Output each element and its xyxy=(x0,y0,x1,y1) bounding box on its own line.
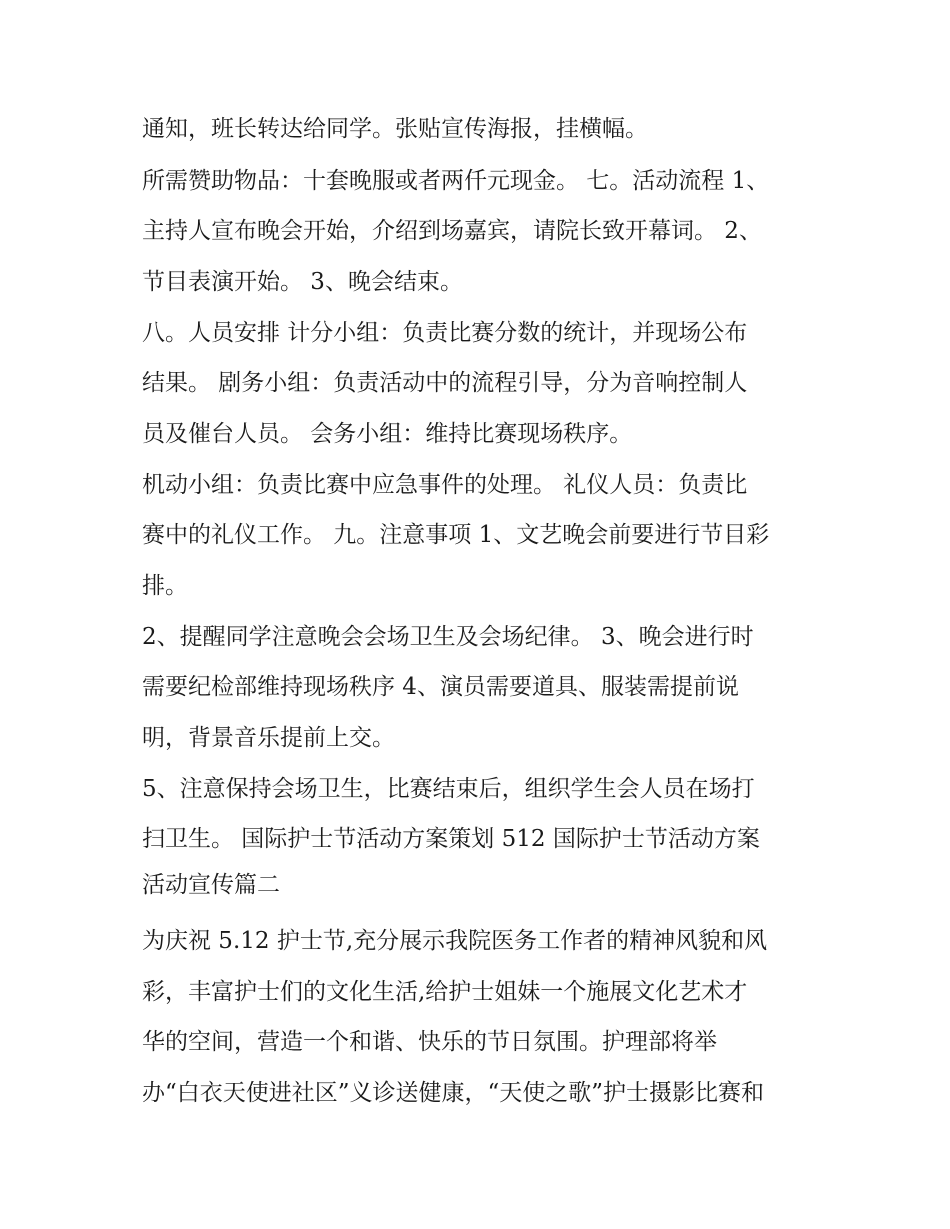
text-line: 通知，班长转达给同学。张贴宣传海报，挂横幅。 xyxy=(142,116,648,142)
text-line: 主持人宣布晚会开始，介绍到场嘉宾，请院长致开幕词。 2、 xyxy=(142,218,762,244)
text-line: 办“白衣天使进社区”义诊送健康，“天使之歌”护士摄影比赛和 xyxy=(142,1080,765,1106)
text-line: 5、注意保持会场卫生，比赛结束后，组织学生会人员在场打 xyxy=(142,776,755,802)
text-line: 彩，丰富护士们的文化生活,给护士姐妹一个施展文化艺术才 xyxy=(142,979,748,1005)
section-heading: 活动宣传篇二 xyxy=(142,872,280,898)
text-line: 华的空间，营造一个和谐、快乐的节日氛围。护理部将举 xyxy=(142,1029,717,1055)
text-line: 2、提醒同学注意晚会会场卫生及会场纪律。 3、晚会进行时 xyxy=(142,624,754,650)
text-line: 所需赞助物品：十套晚服或者两仟元现金。 七。活动流程 1、 xyxy=(142,168,770,194)
text-line: 员及催台人员。 会务小组：维持比赛现场秩序。 xyxy=(142,421,633,447)
text-line: 八。人员安排 计分小组：负责比赛分数的统计，并现场公布 xyxy=(142,320,748,346)
text-line: 赛中的礼仪工作。 九。注意事项 1、文艺晚会前要进行节目彩 xyxy=(142,522,770,548)
text-line: 明，背景音乐提前上交。 xyxy=(142,725,395,751)
text-line: 为庆祝 5.12 护士节,充分展示我院医务工作者的精神风貌和风 xyxy=(142,928,768,954)
text-line: 结果。 剧务小组：负责活动中的流程引导，分为音响控制人 xyxy=(142,370,748,396)
text-line: 排。 xyxy=(142,573,188,599)
text-line: 节目表演开始。 3、晚会结束。 xyxy=(142,269,463,295)
text-line: 机动小组：负责比赛中应急事件的处理。 礼仪人员：负责比 xyxy=(142,472,748,498)
text-line: 需要纪检部维持现场秩序 4、演员需要道具、服装需提前说 xyxy=(142,674,739,700)
text-line: 扫卫生。 国际护士节活动方案策划 512 国际护士节活动方案 xyxy=(142,826,760,852)
